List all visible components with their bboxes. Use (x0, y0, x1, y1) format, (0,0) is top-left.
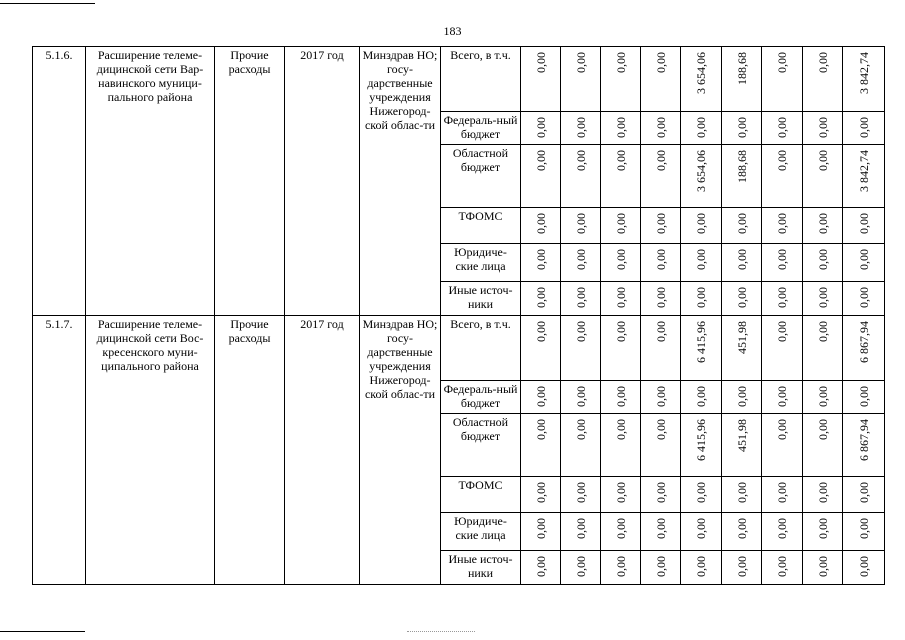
value-cell (681, 47, 722, 112)
value-text: 0,00 (533, 213, 548, 234)
value-cell (681, 282, 722, 316)
value-text: 3 654,06 (694, 150, 708, 192)
value-text: 0,00 (613, 52, 628, 73)
value-cell (561, 244, 601, 282)
value-text: 0,00 (815, 556, 830, 577)
value-cell (601, 145, 641, 208)
value-text: 0,00 (856, 249, 871, 270)
value-text: 0,00 (573, 419, 588, 440)
value-text: 0,00 (734, 287, 749, 308)
value-text: 0,00 (533, 386, 548, 407)
value-cell (843, 414, 885, 477)
value-text: 0,00 (815, 52, 830, 73)
value-text: 0,00 (573, 287, 588, 308)
value-text: 0,00 (815, 150, 830, 171)
value-text: 0,00 (775, 518, 789, 539)
value-cell (803, 244, 843, 282)
value-cell (722, 47, 762, 112)
value-text: 0,00 (533, 287, 548, 308)
value-text: 0,00 (533, 150, 548, 171)
page-number: 183 (443, 24, 462, 38)
value-text: 0,00 (653, 386, 668, 407)
value-text: 6 867,94 (856, 419, 871, 461)
value-text: 0,00 (573, 556, 588, 577)
value-text: 0,00 (613, 287, 628, 308)
funding-source: Юридиче-ские лица (441, 513, 521, 551)
value-cell (561, 477, 601, 513)
value-text: 0,00 (775, 321, 789, 342)
value-text: 0,00 (653, 321, 668, 342)
value-cell (803, 381, 843, 414)
value-cell (641, 513, 681, 551)
value-text: 0,00 (613, 150, 628, 171)
value-text: 0,00 (694, 249, 708, 270)
value-cell (521, 145, 561, 208)
funding-source: ТФОМС (441, 208, 521, 244)
value-text: 0,00 (533, 117, 548, 138)
value-text: 0,00 (775, 117, 789, 138)
value-cell (561, 381, 601, 414)
value-cell (641, 208, 681, 244)
value-cell (722, 282, 762, 316)
value-text: 0,00 (653, 419, 668, 440)
value-cell (843, 244, 885, 282)
value-cell (762, 316, 803, 381)
funding-source: Юридиче-ские лица (441, 244, 521, 282)
value-text: 0,00 (856, 482, 871, 503)
value-cell (521, 244, 561, 282)
value-text: 0,00 (573, 150, 588, 171)
value-cell (521, 414, 561, 477)
value-cell (681, 477, 722, 513)
value-text: 0,00 (573, 213, 588, 234)
value-text: 0,00 (613, 482, 628, 503)
funding-source: Всего, в т.ч. (441, 316, 521, 381)
value-cell (803, 316, 843, 381)
value-cell (762, 477, 803, 513)
value-cell (641, 145, 681, 208)
value-text: 0,00 (533, 518, 548, 539)
value-text: 6 415,96 (694, 321, 708, 363)
value-cell (843, 381, 885, 414)
value-text: 0,00 (734, 213, 749, 234)
responsible-org: Минздрав НО; госу-дарственные учреждения Нижегород-ской облас-ти (360, 316, 441, 585)
value-text: 0,00 (613, 518, 628, 539)
value-cell (803, 47, 843, 112)
funding-source: Иные источ-ники (441, 551, 521, 585)
value-cell (762, 47, 803, 112)
value-text: 0,00 (533, 556, 548, 577)
value-text: 0,00 (653, 249, 668, 270)
value-cell (641, 112, 681, 145)
value-text: 0,00 (653, 150, 668, 171)
value-cell (803, 112, 843, 145)
value-text: 0,00 (815, 287, 830, 308)
value-cell (681, 112, 722, 145)
funding-source: Областной бюджет (441, 145, 521, 208)
value-cell (601, 414, 641, 477)
value-text: 3 842,74 (856, 52, 871, 94)
value-text: 0,00 (856, 518, 871, 539)
value-cell (601, 551, 641, 585)
value-cell (762, 381, 803, 414)
value-cell (521, 316, 561, 381)
value-cell (601, 208, 641, 244)
funding-source: Федераль-ный бюджет (441, 112, 521, 145)
value-cell (843, 145, 885, 208)
value-cell (803, 414, 843, 477)
value-cell (762, 145, 803, 208)
value-cell (803, 513, 843, 551)
value-text: 0,00 (573, 117, 588, 138)
value-text: 0,00 (573, 249, 588, 270)
table-row (33, 47, 885, 112)
value-text: 0,00 (533, 249, 548, 270)
value-cell (521, 381, 561, 414)
value-cell (803, 282, 843, 316)
value-text: 3 654,06 (694, 52, 708, 94)
value-cell (561, 208, 601, 244)
value-cell (762, 208, 803, 244)
value-text: 0,00 (815, 419, 830, 440)
value-text: 0,00 (815, 518, 830, 539)
value-cell (521, 551, 561, 585)
value-text: 188,68 (734, 150, 749, 183)
item-name: Расширение телеме-дицинской сети Вос-кресенского муни-ципального района (86, 316, 215, 585)
top-rule (0, 3, 95, 4)
responsible-org: Минздрав НО; госу-дарственные учреждения Нижегород-ской облас-ти (360, 47, 441, 316)
value-cell (561, 316, 601, 381)
value-cell (601, 381, 641, 414)
value-text: 0,00 (613, 556, 628, 577)
value-cell (561, 145, 601, 208)
value-cell (722, 316, 762, 381)
value-cell (641, 477, 681, 513)
value-text: 0,00 (573, 321, 588, 342)
value-text: 0,00 (694, 117, 708, 138)
value-text: 0,00 (613, 117, 628, 138)
value-text: 0,00 (775, 150, 789, 171)
value-text: 0,00 (613, 249, 628, 270)
value-cell (722, 381, 762, 414)
value-text: 0,00 (815, 482, 830, 503)
value-text: 0,00 (734, 482, 749, 503)
item-year: 2017 год (285, 316, 360, 585)
value-cell (722, 145, 762, 208)
value-text: 0,00 (815, 213, 830, 234)
value-text: 188,68 (734, 52, 749, 85)
value-cell (521, 208, 561, 244)
value-text: 0,00 (815, 249, 830, 270)
funding-source: Иные источ-ники (441, 282, 521, 316)
value-text: 0,00 (653, 482, 668, 503)
value-text: 0,00 (734, 249, 749, 270)
value-cell (722, 551, 762, 585)
value-text: 0,00 (533, 419, 548, 440)
value-cell (681, 414, 722, 477)
value-text: 0,00 (573, 52, 588, 73)
value-cell (561, 513, 601, 551)
value-cell (722, 477, 762, 513)
value-text: 0,00 (775, 52, 789, 73)
value-cell (722, 208, 762, 244)
value-cell (641, 316, 681, 381)
value-text: 0,00 (734, 556, 749, 577)
value-text: 0,00 (694, 518, 708, 539)
value-cell (843, 316, 885, 381)
value-cell (681, 513, 722, 551)
value-cell (762, 414, 803, 477)
value-cell (601, 477, 641, 513)
value-text: 0,00 (775, 213, 789, 234)
value-cell (762, 551, 803, 585)
value-cell (561, 414, 601, 477)
value-text: 0,00 (815, 386, 830, 407)
table-row (33, 316, 885, 381)
value-text: 0,00 (694, 213, 708, 234)
value-cell (521, 47, 561, 112)
value-text: 0,00 (533, 482, 548, 503)
value-text: 0,00 (573, 482, 588, 503)
value-text: 0,00 (694, 287, 708, 308)
funding-source: Федераль-ный бюджет (441, 381, 521, 414)
value-cell (641, 244, 681, 282)
value-cell (601, 47, 641, 112)
value-cell (561, 112, 601, 145)
value-text: 451,98 (734, 419, 749, 452)
value-cell (843, 47, 885, 112)
value-cell (641, 551, 681, 585)
value-cell (521, 282, 561, 316)
value-cell (561, 47, 601, 112)
value-cell (722, 513, 762, 551)
value-text: 0,00 (653, 213, 668, 234)
value-text: 3 842,74 (856, 150, 871, 192)
value-cell (843, 208, 885, 244)
value-text: 0,00 (775, 419, 789, 440)
value-text: 0,00 (815, 321, 830, 342)
value-text: 0,00 (533, 321, 548, 342)
value-cell (762, 513, 803, 551)
value-text: 0,00 (694, 482, 708, 503)
value-cell (722, 112, 762, 145)
value-cell (601, 513, 641, 551)
value-cell (803, 551, 843, 585)
funding-source: Всего, в т.ч. (441, 47, 521, 112)
value-cell (803, 477, 843, 513)
value-cell (843, 551, 885, 585)
value-text: 0,00 (734, 117, 749, 138)
bottom-mark (407, 631, 475, 632)
item-name: Расширение телеме-дицинской сети Вар-навинского муници-пального района (86, 47, 215, 316)
value-cell (722, 414, 762, 477)
value-cell (641, 47, 681, 112)
value-cell (561, 282, 601, 316)
value-cell (681, 244, 722, 282)
value-cell (803, 208, 843, 244)
value-cell (601, 244, 641, 282)
funding-source: Областной бюджет (441, 414, 521, 477)
value-text: 0,00 (653, 518, 668, 539)
value-cell (561, 551, 601, 585)
value-cell (843, 112, 885, 145)
value-text: 0,00 (653, 117, 668, 138)
item-number: 5.1.6. (33, 47, 86, 316)
budget-table (32, 46, 885, 585)
value-cell (641, 381, 681, 414)
value-text: 0,00 (653, 287, 668, 308)
value-cell (601, 112, 641, 145)
value-text: 0,00 (653, 556, 668, 577)
item-year: 2017 год (285, 47, 360, 316)
value-text: 0,00 (775, 249, 789, 270)
bottom-rule (0, 631, 85, 632)
funding-source: ТФОМС (441, 477, 521, 513)
value-cell (521, 513, 561, 551)
value-text: 0,00 (734, 518, 749, 539)
value-text: 0,00 (775, 287, 789, 308)
value-text: 0,00 (856, 556, 871, 577)
value-text: 0,00 (573, 386, 588, 407)
expense-type: Прочие расходы (215, 47, 285, 316)
value-text: 0,00 (856, 117, 871, 138)
value-cell (521, 112, 561, 145)
value-text: 0,00 (694, 556, 708, 577)
value-cell (681, 145, 722, 208)
value-cell (681, 316, 722, 381)
value-text: 0,00 (775, 386, 789, 407)
value-text: 0,00 (775, 556, 789, 577)
value-cell (843, 513, 885, 551)
value-text: 0,00 (815, 117, 830, 138)
value-text: 0,00 (856, 386, 871, 407)
value-text: 0,00 (775, 482, 789, 503)
value-text: 0,00 (856, 287, 871, 308)
value-cell (803, 145, 843, 208)
value-cell (641, 282, 681, 316)
value-text: 0,00 (613, 213, 628, 234)
value-text: 0,00 (533, 52, 548, 73)
value-text: 0,00 (694, 386, 708, 407)
expense-type: Прочие расходы (215, 316, 285, 585)
value-cell (681, 551, 722, 585)
value-cell (762, 282, 803, 316)
value-cell (681, 381, 722, 414)
value-text: 6 415,96 (694, 419, 708, 461)
value-cell (843, 477, 885, 513)
value-text: 0,00 (613, 321, 628, 342)
value-cell (843, 282, 885, 316)
value-text: 0,00 (734, 386, 749, 407)
value-cell (681, 208, 722, 244)
value-cell (601, 316, 641, 381)
value-cell (722, 244, 762, 282)
value-text: 0,00 (613, 386, 628, 407)
value-text: 451,98 (734, 321, 749, 354)
value-text: 0,00 (613, 419, 628, 440)
value-cell (762, 244, 803, 282)
value-text: 0,00 (856, 213, 871, 234)
value-cell (521, 477, 561, 513)
value-cell (601, 282, 641, 316)
value-text: 0,00 (573, 518, 588, 539)
value-cell (641, 414, 681, 477)
item-number: 5.1.7. (33, 316, 86, 585)
value-text: 0,00 (653, 52, 668, 73)
value-text: 6 867,94 (856, 321, 871, 363)
value-cell (762, 112, 803, 145)
